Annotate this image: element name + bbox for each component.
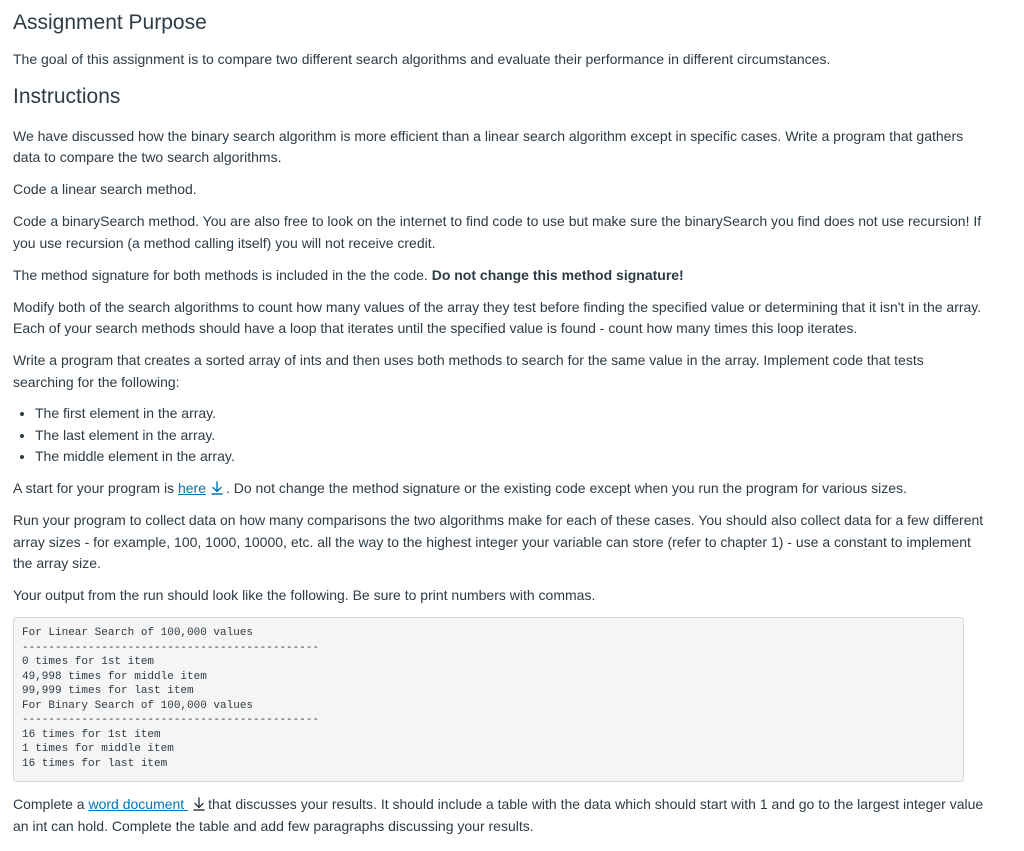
code-output-line: 0 times for 1st item [22, 656, 155, 668]
word-doc-rest-text: that discusses your results. It should include a table with the data which should start with 1 and go to the largest integer value an int can hold. Complete the table and add few paragraphs discussing your results. [13, 796, 984, 834]
download-icon[interactable] [210, 481, 224, 495]
list-item: • The first element in the array. [35, 403, 984, 425]
code-separator: --------------------------------------------- [22, 641, 320, 654]
list-item: • The middle element in the array. [35, 446, 984, 468]
paragraph-run-program: Run your program to collect data on how many comparisons the two algorithms make for each of these cases. You should also collect data for a few different array sizes - for example, 100, 1000, 10000, etc. all the way to the highest integer your variable can store (refer to chapter 1) - use a constant to implement the array size. [13, 512, 984, 571]
list-item: • The last element in the array. [35, 425, 984, 447]
signature-text: The method signature for both methods is included in the the code. [13, 266, 432, 283]
code-separator: --------------------------------------------- [22, 714, 320, 726]
sample-output-block [13, 617, 964, 782]
program-start-link[interactable]: here [177, 480, 206, 496]
paragraph-word-document [13, 794, 984, 837]
start-rest-text: . Do not change the method signature or the existing code except when you run the program for various sizes. [225, 480, 907, 496]
paragraph-write-program: Write a program that creates a sorted array of ints and then uses both methods to search for the same value in the array. Implement code that tests searching for the following: [13, 352, 924, 390]
binary-search-header: For Binary Search of 100,000 values [22, 699, 254, 712]
paragraph-method-signature [13, 265, 984, 287]
paragraph-output-format: Your output from the run should look like the following. Be sure to print numbers with commas. [13, 587, 596, 603]
code-output-line: 1 times for middle item [22, 743, 174, 755]
test-cases-list [13, 403, 984, 468]
linear-search-header: For Linear Search of 100,000 values [22, 627, 254, 639]
code-output-line: 99,999 times for last item [22, 685, 194, 697]
code-output-line: 16 times for last item [22, 757, 168, 770]
code-output-line: 49,998 times for middle item [22, 670, 207, 683]
word-doc-text: Complete a [13, 796, 89, 812]
paragraph-intro: We have discussed how the binary search algorithm is more efficient than a linear search algorithm except in specific cases. Write a program that gathers data to compare the two search algorithms. [13, 127, 964, 165]
download-icon[interactable] [192, 797, 206, 811]
purpose-paragraph: The goal of this assignment is to compare two different search algorithms and evaluate their performance in different circumstances. [13, 51, 831, 67]
heading-assignment-purpose: Assignment Purpose [13, 11, 207, 34]
paragraph-linear-method: Code a linear search method. [13, 181, 197, 197]
word-document-link[interactable]: word document [88, 796, 189, 812]
paragraph-binary-method: Code a binarySearch method. You are also free to look on the internet to find code to use but make sure the binarySearch you find does not use recursion! If you use recursion (a method calling itself) you will not receive credit. [13, 213, 982, 251]
start-text: A start for your program is [13, 480, 178, 496]
paragraph-modify: Modify both of the search algorithms to count how many values of the array they test before finding the specified value or determining that it isn't in the array. Each of your search methods should have a loop that iterates until the specified value is found - count how many times this loop iterates. [13, 298, 982, 336]
heading-instructions: Instructions [13, 84, 121, 108]
signature-warning: Do not change this method signature! [431, 266, 684, 283]
code-output-line: 16 times for 1st item [22, 728, 161, 741]
paragraph-program-start [13, 478, 984, 500]
